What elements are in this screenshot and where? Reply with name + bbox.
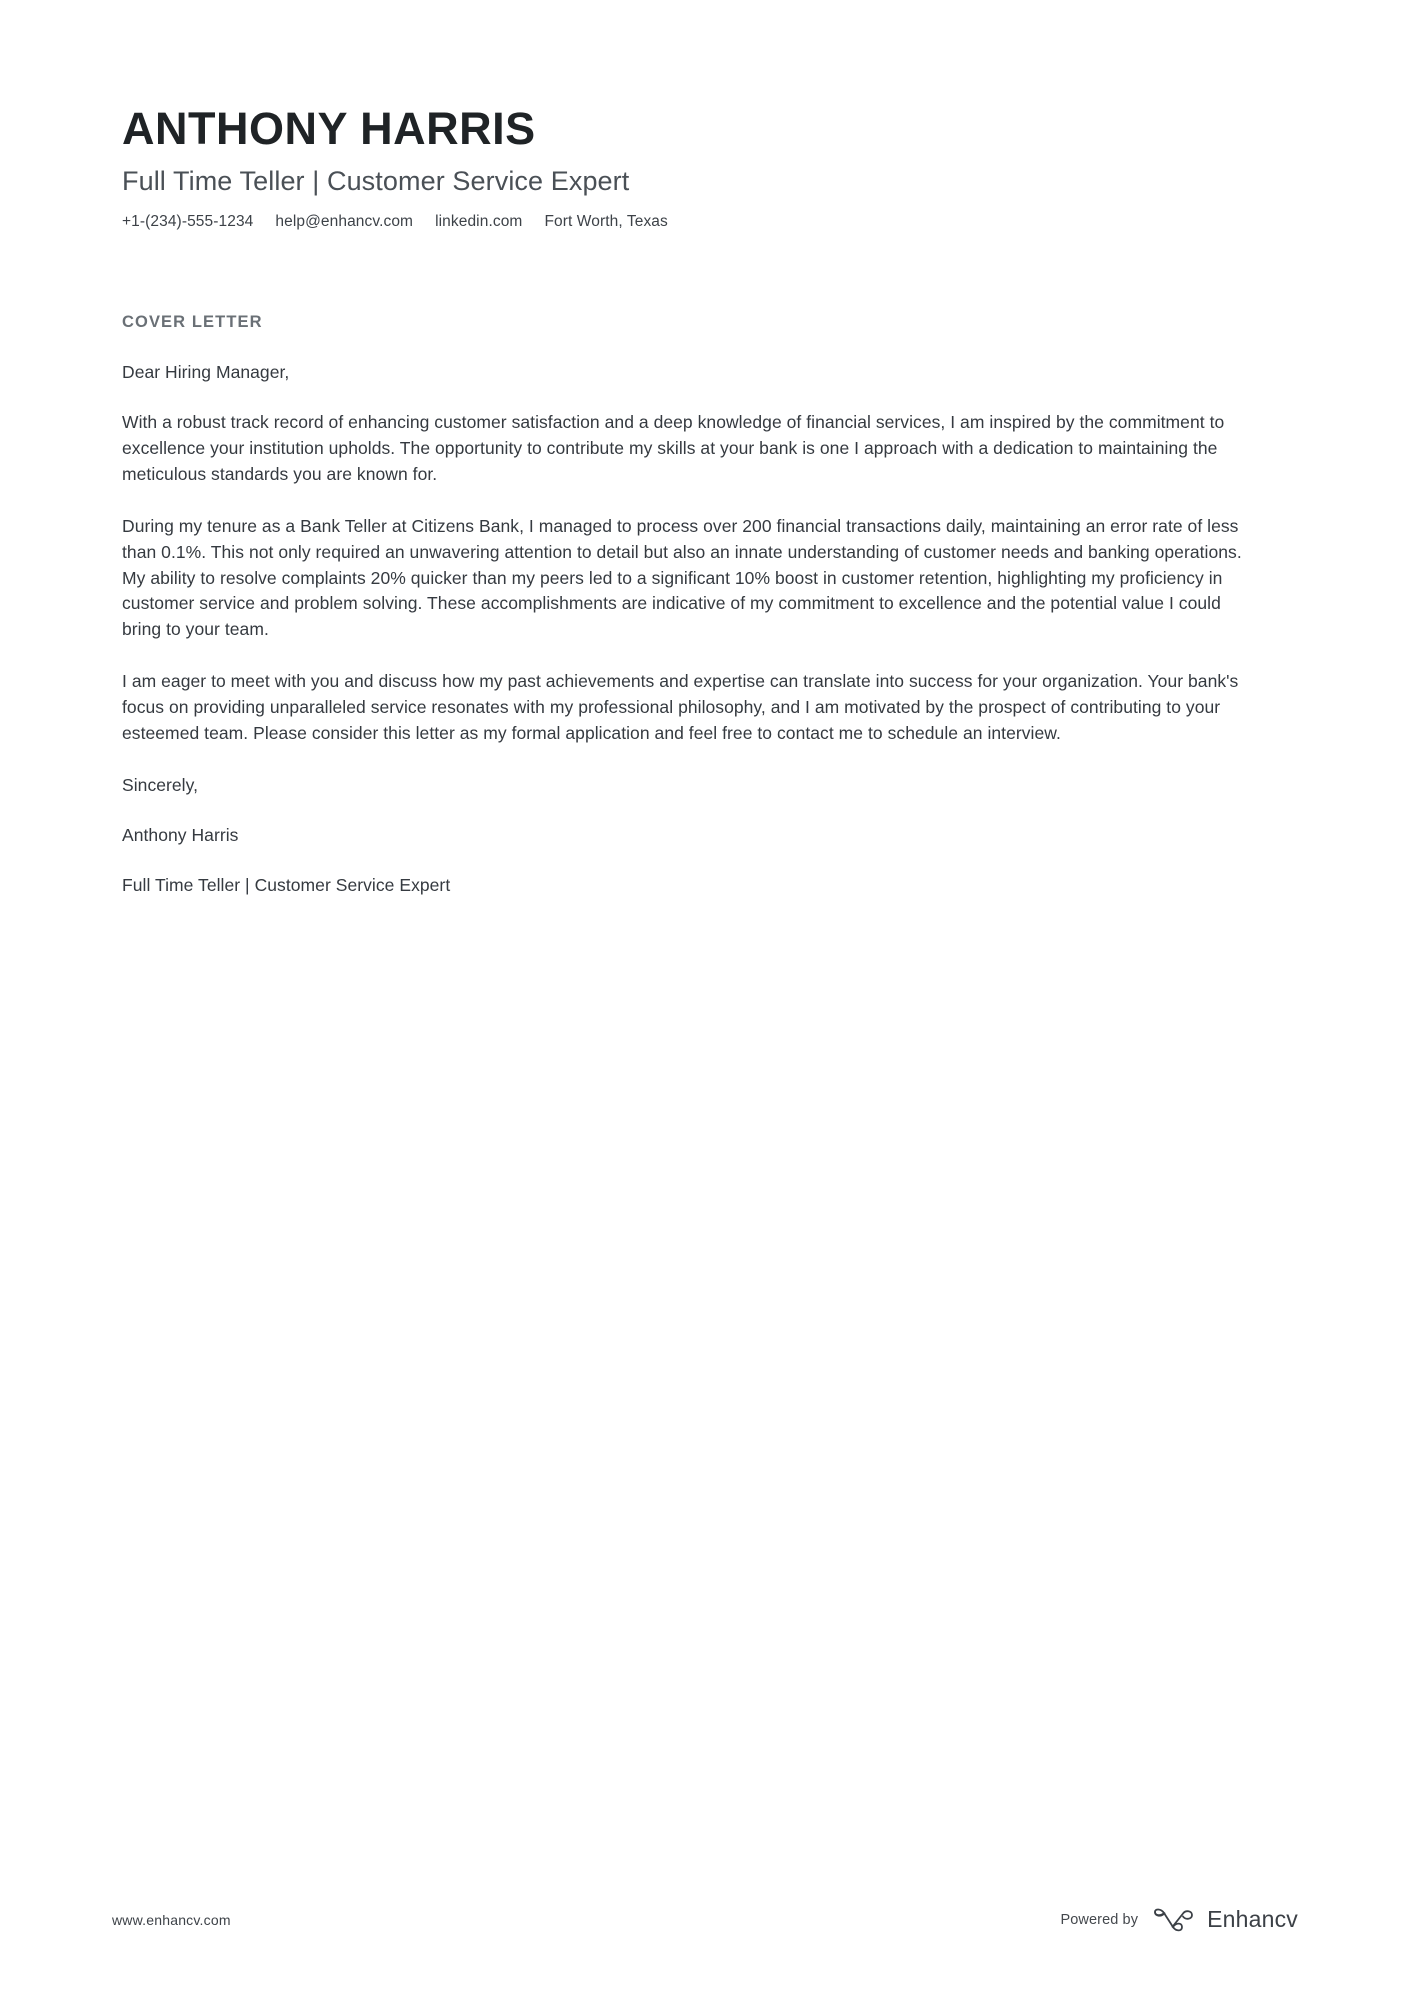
letter-body [122, 360, 1250, 898]
letter-closing: Sincerely, [122, 774, 199, 795]
enhancv-brand-name: Enhancv [1207, 1906, 1298, 1932]
contact-location: Fort Worth, Texas [544, 213, 668, 231]
footer-website-link[interactable]: www.enhancv.com [112, 1911, 231, 1928]
enhancv-brand [1152, 1906, 1298, 1933]
powered-by-block [1061, 1906, 1299, 1933]
letter-paragraph-3: I am eager to meet with you and discuss how my past achievements and expertise can translate into success for your organization. Your bank's focus on providing unparalleled service resonates with my professional philosophy, and I am motivated by the prospect of contributing to your esteemed team. Please consider this letter as my formal application and feel free to contact me to schedule an interview. [122, 671, 1239, 744]
contact-phone: +1-(234)-555-1234 [122, 213, 254, 231]
professional-headline: Full Time Teller | Customer Service Expert [122, 166, 630, 197]
powered-by-label: Powered by [1060, 1911, 1139, 1928]
contact-details [122, 213, 1250, 231]
section-heading-cover-letter: COVER LETTER [122, 313, 263, 332]
page-footer [112, 1906, 1298, 1933]
letter-salutation: Dear Hiring Manager, [122, 362, 290, 383]
letter-paragraph-1: With a robust track record of enhancing customer satisfaction and a deep knowledge of financial services, I am inspired by the commitment to excellence your institution upholds. The opportunity to contribute my skills at your bank is one I approach with a dedication to maintaining the meticulous standards you are known for. [122, 412, 1225, 484]
letter-content [122, 105, 1250, 923]
signature-title: Full Time Teller | Customer Service Expert [122, 874, 451, 895]
contact-email[interactable]: help@enhancv.com [275, 213, 414, 231]
enhancv-logo-icon [1152, 1907, 1198, 1933]
letter-paragraph-2: During my tenure as a Bank Teller at Citizens Bank, I managed to process over 200 financial transactions daily, maintaining an error rate of less than 0.1%. This not only required an unwavering attention to detail but also an innate understanding of customer needs and banking operations. My ability to resolve complaints 20% quicker than my peers led to a significant 10% boost in customer retention, highlighting my proficiency in customer service and problem solving. These accomplishments are indicative of my commitment to excellence and the potential value I could bring to your team. [122, 515, 1242, 640]
page-title: ANTHONY HARRIS [122, 103, 536, 154]
contact-linkedin[interactable]: linkedin.com [435, 213, 523, 231]
signature-name: Anthony Harris [122, 824, 239, 845]
